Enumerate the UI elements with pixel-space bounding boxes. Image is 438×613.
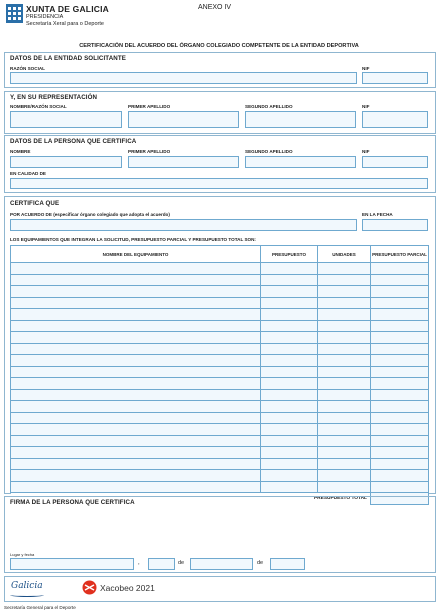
partial-budget-cell[interactable] bbox=[371, 320, 429, 332]
units-cell[interactable] bbox=[318, 401, 371, 413]
units-cell[interactable] bbox=[318, 481, 371, 493]
budget-cell[interactable] bbox=[261, 320, 318, 332]
budget-cell[interactable] bbox=[261, 309, 318, 321]
budget-cell[interactable] bbox=[261, 355, 318, 367]
partial-budget-cell[interactable] bbox=[371, 274, 429, 286]
units-cell[interactable] bbox=[318, 389, 371, 401]
units-cell[interactable] bbox=[318, 470, 371, 482]
equipment-name-cell[interactable] bbox=[11, 424, 261, 436]
xunta-emblem-icon bbox=[6, 4, 23, 23]
units-cell[interactable] bbox=[318, 343, 371, 355]
equipment-name-cell[interactable] bbox=[11, 366, 261, 378]
equipment-name-cell[interactable] bbox=[11, 412, 261, 424]
table-row bbox=[11, 481, 429, 493]
cert-nif-field[interactable] bbox=[362, 156, 428, 168]
budget-cell[interactable] bbox=[261, 378, 318, 390]
entity-nif-field[interactable] bbox=[362, 72, 428, 84]
budget-cell[interactable] bbox=[261, 274, 318, 286]
cert-role-field[interactable] bbox=[10, 178, 428, 189]
units-cell[interactable] bbox=[318, 435, 371, 447]
budget-cell[interactable] bbox=[261, 412, 318, 424]
table-row bbox=[11, 435, 429, 447]
cert-surname2-field[interactable] bbox=[245, 156, 356, 168]
partial-budget-cell[interactable] bbox=[371, 470, 429, 482]
equipment-table bbox=[10, 245, 429, 505]
rep-surname2-label: SEGUNDO APELLIDO bbox=[245, 104, 293, 109]
equipment-name-cell[interactable] bbox=[11, 274, 261, 286]
place-date-label: Lugar y fecha bbox=[10, 552, 35, 557]
partial-budget-cell[interactable] bbox=[371, 378, 429, 390]
cert-surname1-label: PRIMER APELLIDO bbox=[128, 149, 171, 154]
budget-cell[interactable] bbox=[261, 332, 318, 344]
budget-cell[interactable] bbox=[261, 470, 318, 482]
rep-name-label: NOMBRE/RAZÓN SOCIAL bbox=[10, 104, 67, 109]
partial-budget-cell[interactable] bbox=[371, 424, 429, 436]
equipment-name-cell[interactable] bbox=[11, 297, 261, 309]
budget-cell[interactable] bbox=[261, 401, 318, 413]
certifies-section-title: CERTIFICA QUE bbox=[10, 200, 60, 207]
budget-cell[interactable] bbox=[261, 343, 318, 355]
certifier-section-title: DATOS DE LA PERSONA QUE CERTIFICA bbox=[10, 138, 137, 145]
rep-surname1-label: PRIMER APELLIDO bbox=[128, 104, 171, 109]
budget-cell[interactable] bbox=[261, 458, 318, 470]
equipment-name-cell[interactable] bbox=[11, 435, 261, 447]
agreement-date-field[interactable] bbox=[362, 219, 428, 231]
table-row bbox=[11, 320, 429, 332]
table-row bbox=[11, 401, 429, 413]
partial-budget-cell[interactable] bbox=[371, 389, 429, 401]
annex-label: ANEXO IV bbox=[198, 4, 232, 11]
agreement-field[interactable] bbox=[10, 219, 357, 231]
table-row bbox=[11, 297, 429, 309]
col-header-units: UNIDADES bbox=[318, 246, 371, 263]
equipment-name-cell[interactable] bbox=[11, 447, 261, 459]
org-name: XUNTA DE GALICIA bbox=[26, 4, 110, 14]
units-cell[interactable] bbox=[318, 447, 371, 459]
equipment-name-cell[interactable] bbox=[11, 343, 261, 355]
comma-separator: , bbox=[138, 560, 140, 566]
table-row bbox=[11, 378, 429, 390]
equipment-name-cell[interactable] bbox=[11, 263, 261, 275]
total-label: PRESUPUESTO TOTAL bbox=[11, 493, 371, 505]
budget-cell[interactable] bbox=[261, 481, 318, 493]
rep-name-field[interactable] bbox=[10, 111, 122, 128]
dept-name: PRESIDENCIA bbox=[26, 14, 64, 20]
table-row bbox=[11, 412, 429, 424]
de-separator-2: de bbox=[257, 560, 264, 566]
units-cell[interactable] bbox=[318, 424, 371, 436]
units-cell[interactable] bbox=[318, 378, 371, 390]
units-cell[interactable] bbox=[318, 332, 371, 344]
table-row bbox=[11, 343, 429, 355]
partial-budget-cell[interactable] bbox=[371, 309, 429, 321]
agreement-label: POR ACUERDO DE (especificar órgano colegiado que adopta el acuerdo) bbox=[10, 212, 170, 217]
table-row bbox=[11, 458, 429, 470]
table-row bbox=[11, 274, 429, 286]
document-title: CERTIFICACIÓN DEL ACUERDO DEL ÓRGANO COLEGIADO COMPETENTE DE LA ENTIDAD DEPORTIVA bbox=[79, 43, 359, 49]
partial-budget-cell[interactable] bbox=[371, 355, 429, 367]
partial-budget-cell[interactable] bbox=[371, 366, 429, 378]
partial-budget-cell[interactable] bbox=[371, 412, 429, 424]
month-field[interactable] bbox=[190, 558, 253, 570]
year-field[interactable] bbox=[270, 558, 305, 570]
partial-budget-cell[interactable] bbox=[371, 435, 429, 447]
table-row bbox=[11, 366, 429, 378]
equipment-name-cell[interactable] bbox=[11, 378, 261, 390]
table-row bbox=[11, 447, 429, 459]
units-cell[interactable] bbox=[318, 412, 371, 424]
col-header-budget: PRESUPUESTO bbox=[261, 246, 318, 263]
galicia-swoosh-icon bbox=[10, 593, 44, 597]
place-field[interactable] bbox=[10, 558, 134, 570]
budget-cell[interactable] bbox=[261, 389, 318, 401]
rep-nif-label: NIF bbox=[362, 104, 370, 109]
budget-cell[interactable] bbox=[261, 435, 318, 447]
budget-cell[interactable] bbox=[261, 297, 318, 309]
entity-nif-label: NIF bbox=[362, 66, 370, 71]
cert-nif-label: NIF bbox=[362, 149, 370, 154]
units-cell[interactable] bbox=[318, 286, 371, 298]
footer-text: Secretaría General para el Deporte bbox=[4, 605, 76, 610]
table-row bbox=[11, 389, 429, 401]
units-cell[interactable] bbox=[318, 263, 371, 275]
de-separator-1: de bbox=[178, 560, 185, 566]
col-header-partial: PRESUPUESTO PARCIAL bbox=[371, 246, 429, 263]
razon-social-label: RAZÓN SOCIAL bbox=[10, 66, 45, 71]
representation-section-title: Y, EN SU REPRESENTACIÓN bbox=[10, 94, 98, 101]
partial-budget-cell[interactable] bbox=[371, 263, 429, 275]
partial-budget-cell[interactable] bbox=[371, 297, 429, 309]
signature-section-title: FIRMA DE LA PERSONA QUE CERTIFICA bbox=[10, 499, 135, 506]
units-cell[interactable] bbox=[318, 297, 371, 309]
equipment-name-cell[interactable] bbox=[11, 458, 261, 470]
table-row bbox=[11, 355, 429, 367]
equipment-name-cell[interactable] bbox=[11, 481, 261, 493]
equipment-intro-label: LOS EQUIPAMIENTOS QUE INTEGRAN LA SOLICITUD, PRESUPUESTO PARCIAL Y PRESUPUESTO TOTAL SON: bbox=[10, 237, 256, 242]
table-row bbox=[11, 286, 429, 298]
sub-dept-name: Secretaría Xeral para o Deporte bbox=[26, 21, 104, 27]
equipment-rows bbox=[11, 263, 429, 493]
footer-logos-box bbox=[4, 576, 436, 602]
table-row bbox=[11, 332, 429, 344]
table-row bbox=[11, 309, 429, 321]
xacobeo-logo-icon bbox=[82, 580, 97, 595]
equipment-name-cell[interactable] bbox=[11, 389, 261, 401]
day-field[interactable] bbox=[148, 558, 175, 570]
partial-budget-cell[interactable] bbox=[371, 401, 429, 413]
equipment-name-cell[interactable] bbox=[11, 470, 261, 482]
units-cell[interactable] bbox=[318, 355, 371, 367]
budget-cell[interactable] bbox=[261, 366, 318, 378]
units-cell[interactable] bbox=[318, 366, 371, 378]
units-cell[interactable] bbox=[318, 458, 371, 470]
rep-surname2-field[interactable] bbox=[245, 111, 356, 128]
units-cell[interactable] bbox=[318, 309, 371, 321]
rep-surname1-field[interactable] bbox=[128, 111, 239, 128]
budget-cell[interactable] bbox=[261, 447, 318, 459]
table-row bbox=[11, 263, 429, 275]
razon-social-field[interactable] bbox=[10, 72, 357, 84]
rep-nif-field[interactable] bbox=[362, 111, 428, 128]
equipment-name-cell[interactable] bbox=[11, 320, 261, 332]
partial-budget-cell[interactable] bbox=[371, 332, 429, 344]
galicia-logo: Galicia bbox=[11, 581, 43, 591]
equipment-name-cell[interactable] bbox=[11, 401, 261, 413]
units-cell[interactable] bbox=[318, 320, 371, 332]
cert-surname2-label: SEGUNDO APELLIDO bbox=[245, 149, 293, 154]
cert-name-field[interactable] bbox=[10, 156, 122, 168]
xacobeo-logo-text: Xacobeo 2021 bbox=[100, 583, 155, 593]
units-cell[interactable] bbox=[318, 274, 371, 286]
equipment-name-cell[interactable] bbox=[11, 332, 261, 344]
partial-budget-cell[interactable] bbox=[371, 458, 429, 470]
cert-surname1-field[interactable] bbox=[128, 156, 239, 168]
cert-name-label: NOMBRE bbox=[10, 149, 31, 154]
cert-role-label: EN CALIDAD DE bbox=[10, 171, 46, 176]
partial-budget-cell[interactable] bbox=[371, 286, 429, 298]
entity-section-title: DATOS DE LA ENTIDAD SOLICITANTE bbox=[10, 55, 126, 62]
partial-budget-cell[interactable] bbox=[371, 343, 429, 355]
col-header-name: NOMBRE DEL EQUIPAMIENTO bbox=[11, 246, 261, 263]
partial-budget-cell[interactable] bbox=[371, 447, 429, 459]
budget-cell[interactable] bbox=[261, 424, 318, 436]
equipment-name-cell[interactable] bbox=[11, 355, 261, 367]
equipment-name-cell[interactable] bbox=[11, 309, 261, 321]
partial-budget-cell[interactable] bbox=[371, 481, 429, 493]
agreement-date-label: EN LA FECHA bbox=[362, 212, 393, 217]
table-row bbox=[11, 424, 429, 436]
budget-cell[interactable] bbox=[261, 263, 318, 275]
equipment-name-cell[interactable] bbox=[11, 286, 261, 298]
budget-cell[interactable] bbox=[261, 286, 318, 298]
xunta-logo bbox=[6, 4, 23, 23]
table-row bbox=[11, 470, 429, 482]
